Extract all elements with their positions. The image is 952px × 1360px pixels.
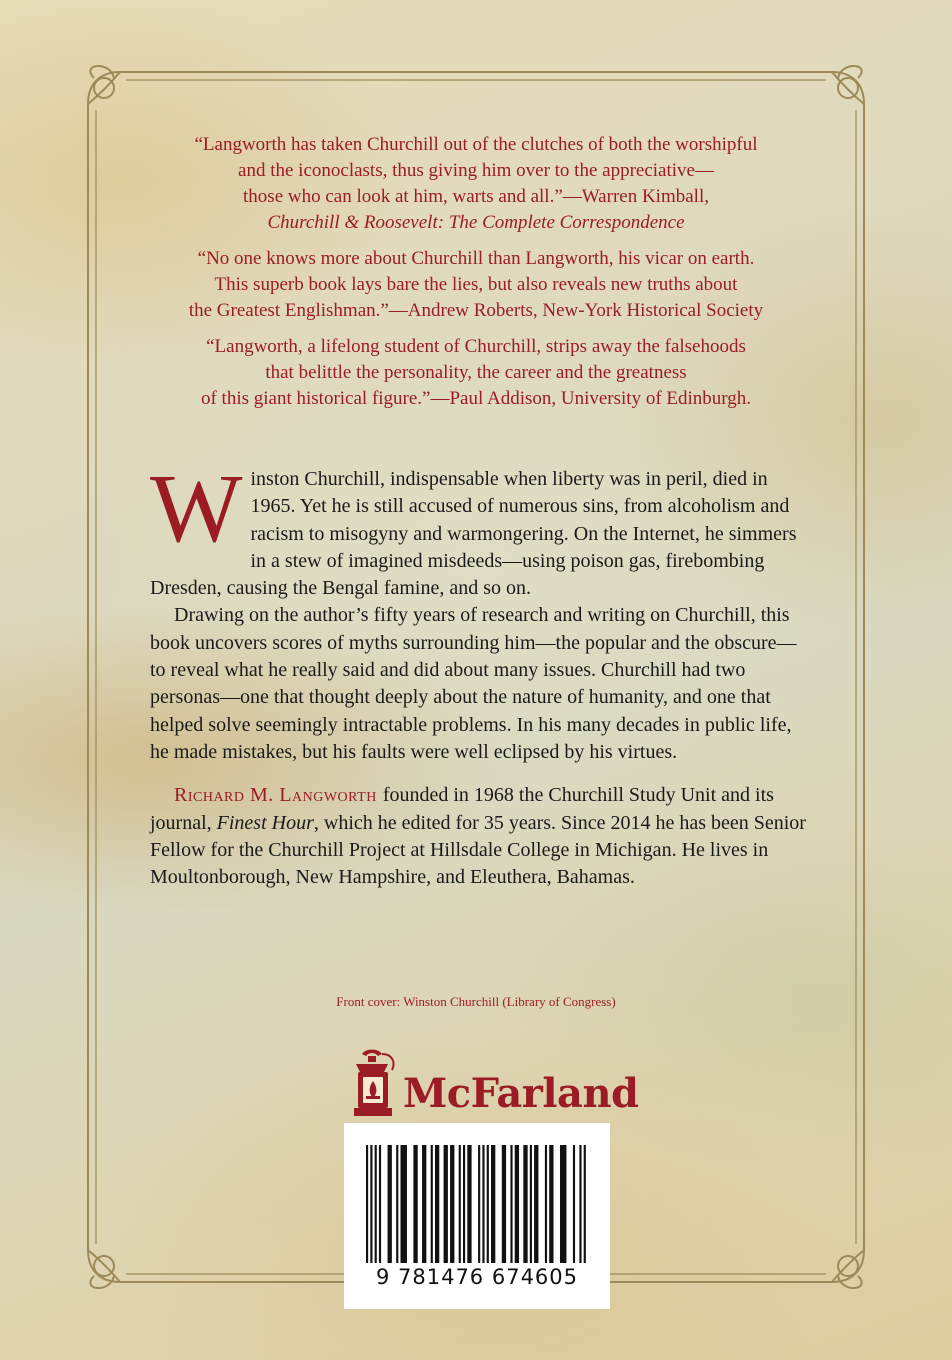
quote-line: and the iconoclasts, thus giving him over to the appreciative— bbox=[238, 160, 714, 181]
barcode-bar bbox=[388, 1145, 392, 1263]
barcode-bar bbox=[463, 1145, 465, 1263]
barcode-bar bbox=[549, 1145, 553, 1263]
quote-line: those who can look at him, warts and all.”—Warren Kimball, bbox=[243, 186, 709, 207]
barcode-bar bbox=[413, 1145, 417, 1263]
bio-text-1: founded in 1968 the Churchill Study Unit and its journal, bbox=[150, 784, 774, 834]
barcode-bar bbox=[422, 1145, 426, 1263]
endorsements bbox=[100, 132, 852, 422]
barcode-bar bbox=[370, 1145, 372, 1263]
quote-line: the Greatest Englishman.”—Andrew Roberts, New-York Historical Society bbox=[188, 300, 764, 321]
barcode-bar bbox=[523, 1145, 527, 1263]
barcode-bar bbox=[487, 1145, 489, 1263]
barcode-bar bbox=[502, 1145, 506, 1263]
barcode-bar bbox=[491, 1145, 495, 1263]
barcode-bar bbox=[435, 1145, 439, 1263]
author-bio bbox=[150, 782, 810, 891]
barcode-bar bbox=[366, 1145, 368, 1263]
book-description bbox=[150, 455, 810, 891]
barcode-bar bbox=[478, 1145, 480, 1263]
barcode-bar bbox=[459, 1145, 461, 1263]
lantern-icon bbox=[348, 1048, 398, 1120]
drop-cap: W bbox=[150, 455, 243, 563]
quote-line: “Langworth, a lifelong student of Churchill, strips away the falsehoods bbox=[206, 336, 746, 357]
bio-text-2: , which he edited for 35 years. Since 2014 he has been Senior Fellow for the Churchill Project at Hillsdale College in Michigan. He lives in Moultonborough, New Hampshire, and Eleuthera, Bahamas. bbox=[150, 811, 806, 889]
barcode-bar bbox=[467, 1145, 471, 1263]
author-name: Richard M. Langworth bbox=[174, 784, 377, 807]
quote-line: that belittle the personality, the career and the greatness bbox=[265, 362, 687, 383]
journal-title: Finest Hour bbox=[216, 811, 314, 834]
cover-credit: Front cover: Winston Churchill (Library of Congress) bbox=[336, 994, 616, 1009]
quote-line: “Langworth has taken Churchill out of the clutches of both the worshipful bbox=[194, 134, 758, 155]
isbn-number: 9 781476 674605 bbox=[375, 1265, 579, 1289]
endorsement-roberts bbox=[100, 246, 852, 324]
barcode-bar bbox=[450, 1145, 454, 1263]
barcode-bar bbox=[482, 1145, 484, 1263]
quote-line: This superb book lays bare the lies, but also reveals new truths about bbox=[214, 274, 738, 295]
barcode-bar bbox=[560, 1145, 566, 1263]
quote-line: of this giant historical figure.”—Paul Addison, University of Edinburgh. bbox=[200, 388, 752, 409]
barcode-bar bbox=[396, 1145, 398, 1263]
barcode-bar bbox=[379, 1145, 381, 1263]
barcode-bar bbox=[444, 1145, 448, 1263]
barcode-bar bbox=[510, 1145, 512, 1263]
barcode-bar bbox=[573, 1145, 575, 1263]
description-text-1: inston Churchill, indispensable when liberty was in peril, died in 1965. Yet he is still accused of numerous sins, from alcoholism and racism to misogyny and warmongering. On the Internet, he simmers in a stew of imagined misdeeds—using poison gas, firebombing Dresden, causing the Bengal famine, and so on. bbox=[150, 468, 797, 600]
quote-source-title: Churchill & Roosevelt: The Complete Correspondence bbox=[267, 212, 685, 233]
description-paragraph-1 bbox=[150, 455, 810, 602]
description-paragraph-2: Drawing on the author’s fifty years of research and writing on Churchill, this book uncovers scores of myths surrounding him—the popular and the obscure—to reveal what he really said and did about many issues. Churchill had two personas—one that thought deeply about the nature of humanity, and one that helped solve seemingly intractable problems. In his many decades in public life, he made mistakes, but his faults were well eclipsed by his virtues. bbox=[150, 604, 797, 763]
quote-line: “No one knows more about Churchill than Langworth, his vicar on earth. bbox=[197, 248, 755, 269]
barcode-bar bbox=[579, 1145, 581, 1263]
barcode-bar bbox=[534, 1145, 538, 1263]
barcode-bars bbox=[364, 1145, 590, 1263]
barcode-bar bbox=[515, 1145, 519, 1263]
publisher-logo bbox=[348, 1048, 639, 1120]
barcode-bar bbox=[584, 1145, 586, 1263]
barcode-bar bbox=[431, 1145, 433, 1263]
endorsement-kimball bbox=[100, 132, 852, 236]
endorsement-addison bbox=[100, 334, 852, 412]
publisher-name: McFarland bbox=[403, 1070, 639, 1117]
barcode-bar bbox=[530, 1145, 532, 1263]
barcode bbox=[344, 1123, 610, 1309]
barcode-bar bbox=[375, 1145, 377, 1263]
barcode-bar bbox=[400, 1145, 406, 1263]
barcode-bar bbox=[545, 1145, 547, 1263]
